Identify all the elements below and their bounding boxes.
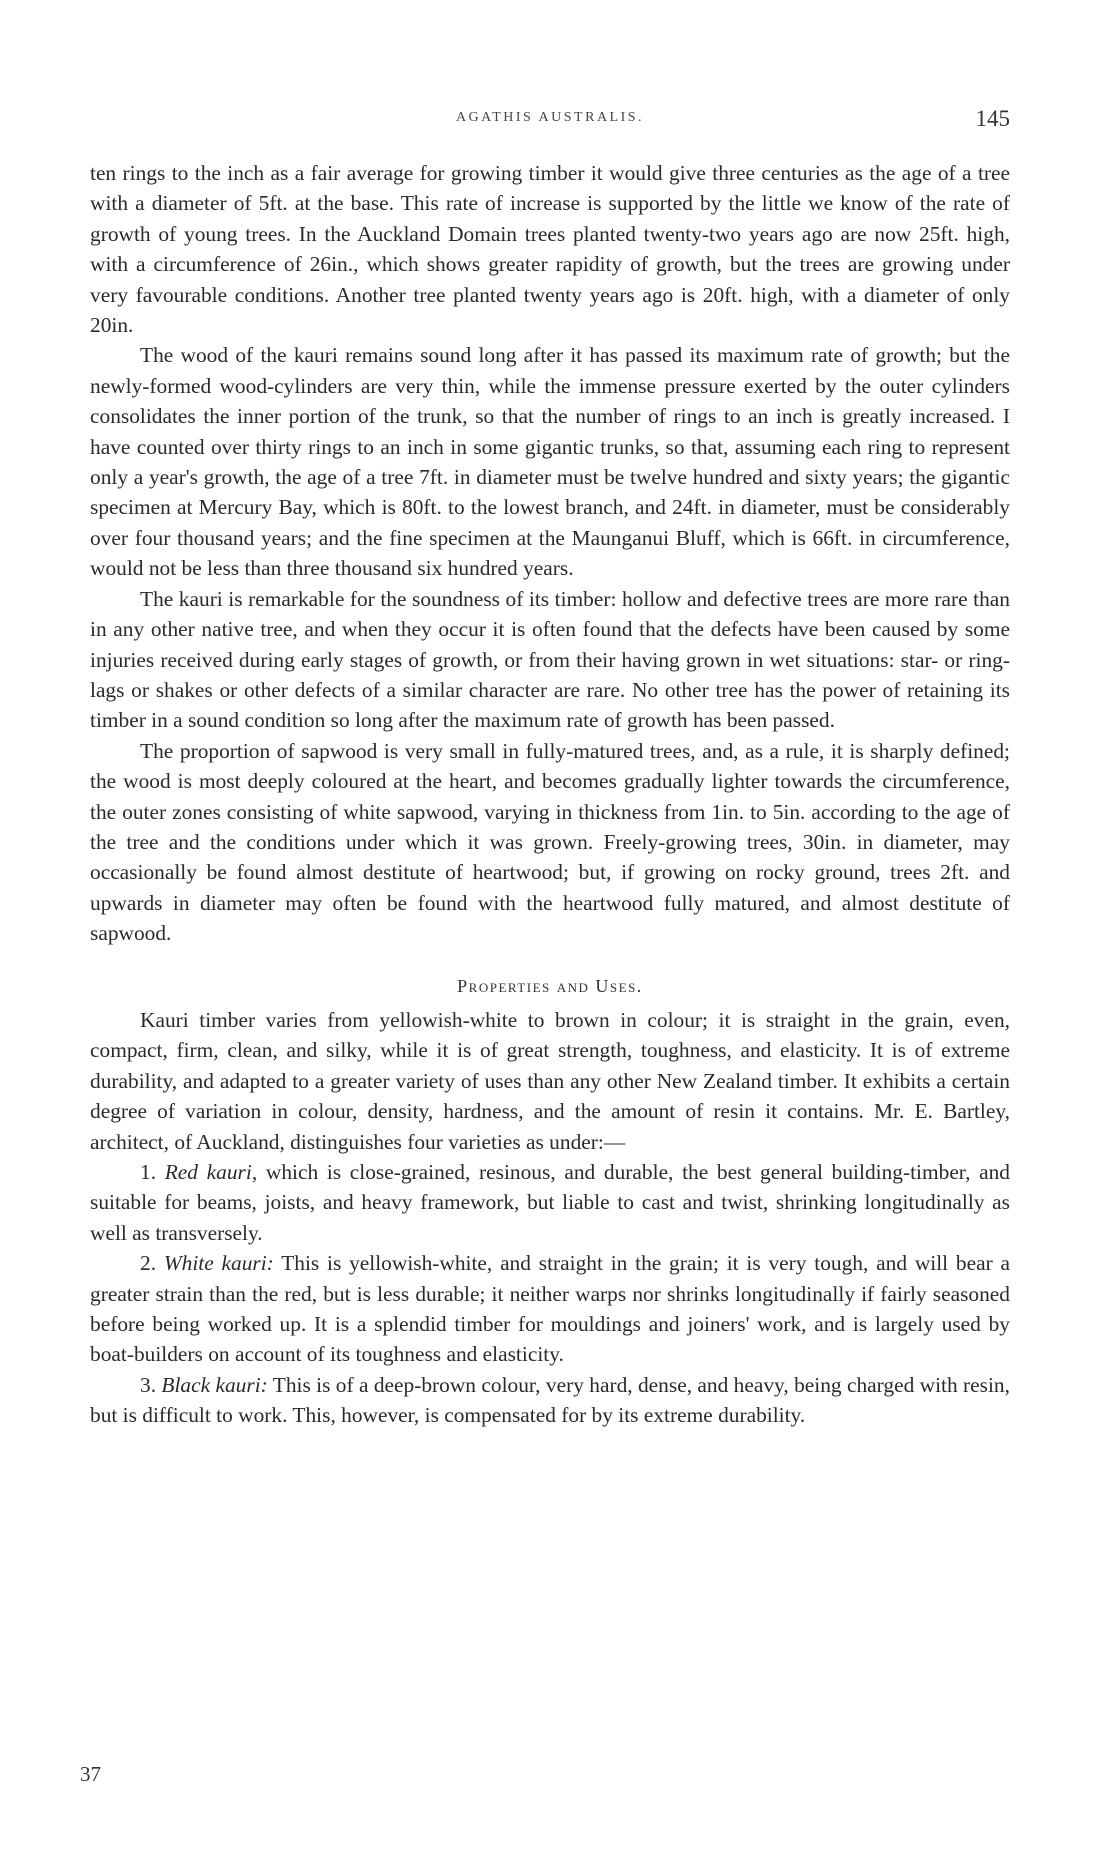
variety-name: White kauri:: [163, 1251, 274, 1276]
variety-number: 1.: [140, 1160, 157, 1184]
variety-number: 3.: [140, 1372, 157, 1397]
running-head: [90, 106, 1010, 138]
section-intro: Kauri timber varies from yellowish-white to brown in colour; it is straight in the grain, even, compact, firm, clean, and silky, while it is of great strength, toughness, and elasticity. It is of extreme durability, and adapted to a greater variety of uses than any other New Zealand timber. It exhibits a certain degree of variation in colour, density, hardness, and the amount of resin it contains. Mr. E. Bartley, architect, of Auckland, distinguishes four varieties as under:—: [90, 1007, 1010, 1154]
signature-mark: 37: [80, 1762, 101, 1786]
variety-item: [90, 1370, 1010, 1431]
variety-text: This is yellowish-white, and straight in the grain; it is very tough, and will bear a greater strain than the red, but is less durable; it neither warps nor shrinks longitudinally if fairly seasoned before being worked up. It is a splendid timber for mouldings and joiners' work, and is largely used by boat-builders on account of its toughness and elasticity.: [90, 1251, 1010, 1367]
page-body: [90, 158, 1010, 1431]
variety-text: This is of a deep-brown colour, very hard, dense, and heavy, being charged with resin, but is difficult to work. This, however, is compensated for by its extreme durability.: [90, 1372, 1010, 1428]
running-title: AGATHIS AUSTRALIS.: [455, 110, 645, 125]
page-number: 145: [975, 106, 1010, 131]
variety-text: which is close-grained, resinous, and durable, the best general building-timber, and suitable for beams, joists, and heavy framework, but liable to cast and twist, shrinking longitudinally as well as transversely.: [90, 1160, 1010, 1245]
variety-number: 2.: [140, 1251, 157, 1276]
variety-item: [90, 1157, 1010, 1248]
paragraph: ten rings to the inch as a fair average for growing timber it would give three centuries as the age of a tree with a diameter of 5ft. at the base. This rate of increase is supported by the little we know of the rate of growth of young trees. In the Auckland Domain trees planted twenty-two years ago are now 25ft. high, with a circumference of 26in., which shows greater rapidity of growth, but the trees are growing under very favourable conditions. Another tree planted twenty years ago is 20ft. high, with a diameter of only 20in.: [90, 161, 1010, 338]
section-heading: Properties and Uses.: [457, 975, 643, 996]
paragraph: The proportion of sapwood is very small in fully-matured trees, and, as a rule, it is sharply defined; the wood is most deeply coloured at the heart, and becomes gradually lighter towards the circumference, the outer zones consisting of white sapwood, varying in thickness from 1in. to 5in. according to the age of the tree and the conditions under which it was grown. Freely-growing trees, 30in. in diameter, may occasionally be found almost destitute of heartwood; but, if growing on rocky ground, trees 2ft. and upwards in diameter may often be found with the heartwood fully matured, and almost destitute of sapwood.: [90, 738, 1010, 946]
variety-name: Red kauri,: [164, 1160, 258, 1184]
paragraph: The kauri is remarkable for the soundness of its timber: hollow and defective trees are more rare than in any other native tree, and when they occur it is often found that the defects have been caused by some injuries received during early stages of growth, or from their having grown in wet situations: star- or ring-lags or shakes or other defects of a similar character are rare. No other tree has the power of retaining its timber in a sound condition so long after the maximum rate of growth has been passed.: [90, 586, 1010, 733]
paragraph: The wood of the kauri remains sound long after it has passed its maximum rate of growth; but the newly-formed wood-cylinders are very thin, while the immense pressure exerted by the outer cylinders consolidates the inner portion of the trunk, so that the number of rings to an inch is greatly increased. I have counted over thirty rings to an inch in some gigantic trunks, so that, assuming each ring to represent only a year's growth, the age of a tree 7ft. in diameter must be twelve hundred and sixty years; the gigantic specimen at Mercury Bay, which is 80ft. to the lowest branch, and 24ft. in diameter, must be considerably over four thousand years; and the fine specimen at the Maunganui Bluff, which is 66ft. in circumference, would not be less than three thousand six hundred years.: [90, 343, 1010, 581]
variety-name: Black kauri:: [161, 1372, 268, 1397]
variety-item: [90, 1248, 1010, 1370]
